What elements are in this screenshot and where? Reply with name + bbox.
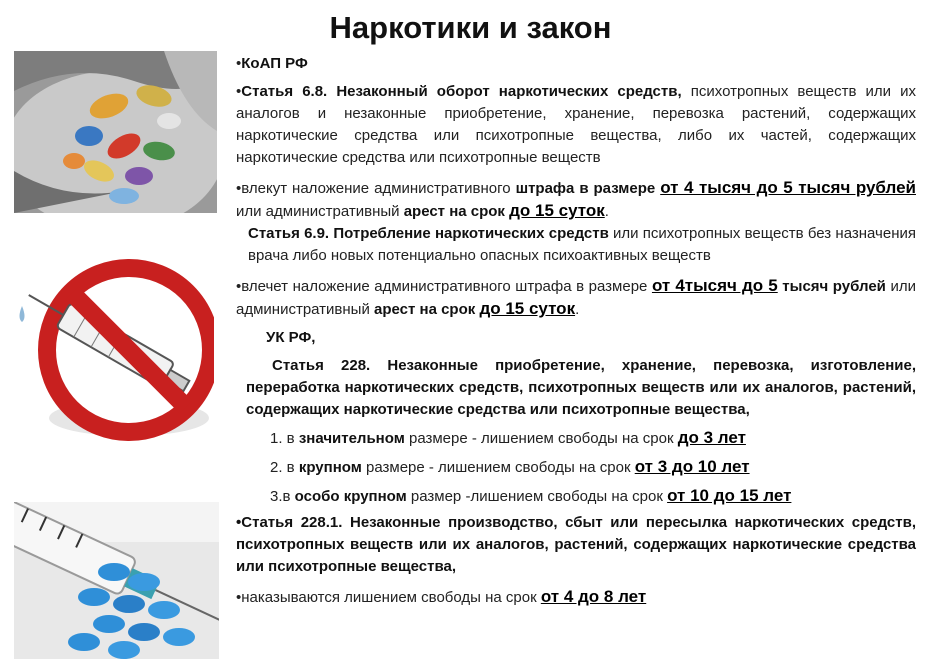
article-6-9: Статья 6.9. Потребление наркотических средств или психотропных веществ без назначения врача либо новых потенциально опасных психоактивных веществ	[248, 225, 916, 264]
pills-in-hand-photo	[14, 51, 217, 213]
syringe-and-blue-pills-photo	[14, 502, 219, 659]
penalty-6-8: •влекут наложение административного штрафа в размере от 4 тысяч до 5 тысяч рублей или административный арест на срок до 15 суток.	[236, 178, 916, 220]
page-title: Наркотики и закон	[329, 10, 612, 45]
article-228-item-1: 1. в значительном размере - лишением свободы на срок до 3 лет	[270, 428, 746, 447]
koap-heading: •КоАП РФ	[236, 55, 308, 72]
no-syringe-prohibition-sign	[14, 258, 214, 444]
penalty-228-1: •наказываются лишением свободы на срок от 4 до 8 лет	[236, 587, 647, 606]
article-6-8: •Статья 6.8. Незаконный оборот наркотических средств, психотропных веществ или их аналогов и незаконные приобретение, хранение, перевозка растений, содержащих наркотические средства или психотропные вещества, либо их частей, содержащих наркотические средства или психотропные веществ	[236, 83, 916, 166]
article-228-item-2: 2. в крупном размере - лишением свободы на срок от 3 до 10 лет	[270, 457, 750, 476]
uk-heading: УК РФ,	[266, 329, 316, 346]
article-228-1: •Статья 228.1. Незаконные производство, сбыт или пересылка наркотических средств, психотропных веществ или их аналогов, растений, содержащих наркотические средства или психотропные вещества,	[236, 514, 916, 575]
penalty-6-9: •влечет наложение административного штрафа в размере от 4тысяч до 5 тысяч рублей или административный арест на срок до 15 суток.	[236, 276, 916, 318]
article-228-item-3: 3.в особо крупном размер -лишением свободы на срок от 10 до 15 лет	[270, 486, 792, 505]
law-text	[236, 52, 916, 609]
article-228: Статья 228. Незаконные приобретение, хранение, перевозка, изготовление, переработка наркотических средств, психотропных веществ или их аналогов, растений, содержащих наркотические средства или психотропные вещества,	[246, 357, 916, 418]
